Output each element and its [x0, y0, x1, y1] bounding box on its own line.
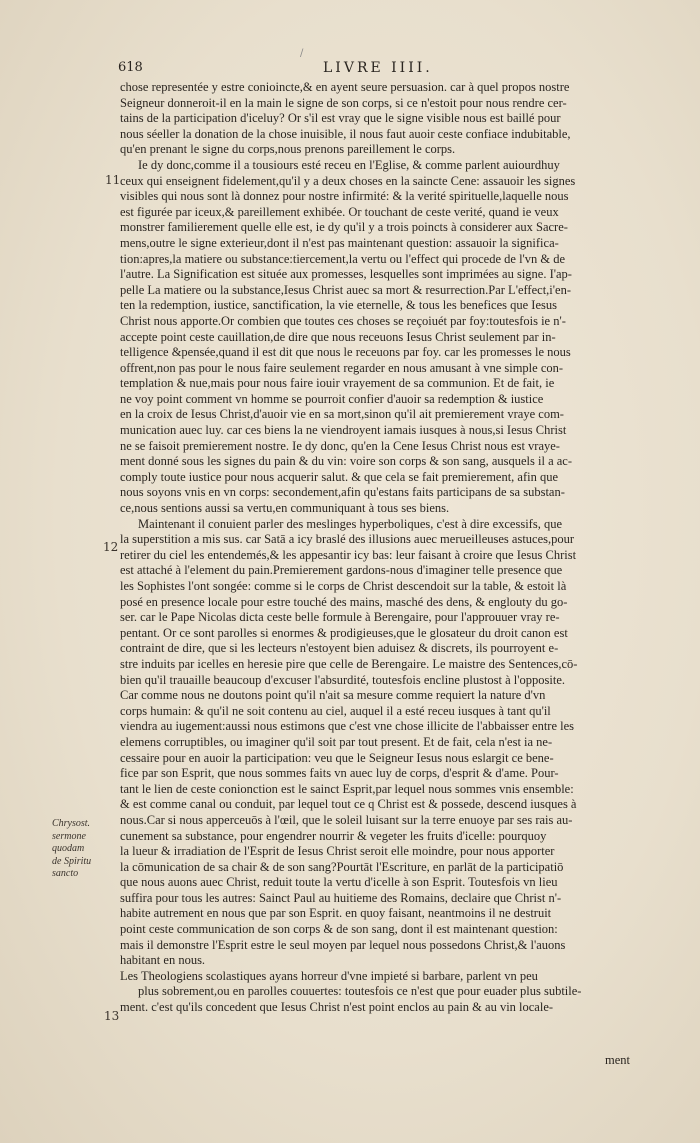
margin-note-line: quodam: [52, 843, 85, 854]
running-title: LIVRE IIII.: [323, 60, 433, 76]
text-line: ceux qui enseignent fidelement,qu'il y a deux choses en la saincte Cene: assauoir les signes: [120, 173, 576, 188]
text-line: est attaché à l'element du pain.Premierement gardons-nous d'imaginer telle presence que: [120, 563, 563, 578]
text-line: ment donné sous les signes du pain & du vin: voire son corps & son sang, ausquels il a ac-: [120, 454, 573, 469]
text-line: mais il demonstre l'Esprit estre le seul moyen par lequel nous possedons Christ,& l'auons: [120, 937, 566, 952]
page-number: 618: [118, 60, 143, 75]
text-line: ce,nous sentions aussi sa vertu,en communiquant à tous ses biens.: [120, 501, 450, 516]
text-line: tant le lien de ceste conionction est le sainct Esprit,par lequel nous sommes vnis ensemble:: [120, 781, 574, 796]
text-line: Maintenant il conuient parler des meslinges hyperboliques, c'est à dire excessifs, que: [138, 516, 562, 531]
text-line: les Sophistes l'ont songée: comme si le corps de Christ descendoit sur la table, & estoit là: [120, 579, 567, 593]
paragraph-number: 11: [105, 173, 121, 187]
text-line: ne se faisoit premierement nostre. Ie dy donc, qu'en la Cene Iesus Christ nous est vraye-: [120, 438, 560, 453]
text-line: la cōmunication de sa chair & de son sang?Pourtāt l'Escriture, en parlāt de la participatiō: [120, 859, 564, 874]
text-line: plus sobrement,ou en parolles couuertes: toutesfois ce n'est que pour euader plus subtile-: [138, 984, 582, 999]
text-line: cessaire pour en auoir la participation: veu que le Seigneur Iesus nous eslargit ce bene-: [120, 750, 554, 765]
text-line: habitant en nous.: [120, 953, 206, 968]
text-line: suffira pour tous les autres: Sainct Paul au huitieme des Romains, declaire que Christ n'-: [120, 890, 562, 905]
text-line: habite autrement en nous que par son Esprit. en quoy faisant, neantmoins il ne destruit: [120, 906, 552, 921]
pencil-mark: /: [300, 48, 304, 59]
text-line: visibles qui nous sont là donnez pour nostre infirmité: & la verité spirituelle,laquelle nous: [120, 189, 569, 204]
text-line: tains de la participation d'iceluy? Or s'il est vray que le signe visible nous est baillé pour: [120, 111, 561, 126]
margin-note-line: de Spiritu: [52, 855, 92, 867]
text-line: nous soyons vnis en vn corps: secondement,afin qu'estans faits participans de sa substan-: [120, 485, 565, 500]
text-line: mens,outre le signe exterieur,dont il n'est pas maintenant question: assauoir la significa-: [120, 235, 559, 250]
text-line: Seigneur donneroit-il en la main le signe de son corps, si ce n'estoit pour nous rendre cer-: [120, 95, 567, 110]
text-line: contraint de dire, que si les lecteurs n'estoyent bien aduisez & discrets, ils pourroyent e-: [120, 641, 559, 656]
text-line: la lueur & irradiation de l'Esprit de Iesus Christ seroit elle moindre, pour nous apporter: [120, 844, 555, 859]
page-header: [118, 60, 638, 82]
text-line: ne voy point comment vn homme se pourroit confier d'auoir sa redemption & iustice: [120, 391, 544, 406]
margin-note: [52, 818, 114, 881]
text-line: point ceste communication de son corps & de son sang, dont il est maintenant question:: [120, 922, 558, 937]
text-line: bien qu'il trauaille beaucoup d'excuser l'absurdité, toutesfois encline plustost à l'opposite.: [120, 672, 566, 687]
text-line: Christ nous apporte.Or combien que toutes ces choses se reçoiuét par foy:toutesfois ie n'-: [120, 313, 566, 328]
text-line: & est comme canal ou conduit, par lequel tout ce q Christ est & possede, descend iusques à: [120, 797, 577, 812]
text-line: Les Theologiens scolastiques ayans horreur d'vne impieté si barbare, parlent vn peu: [120, 968, 538, 983]
text-line: stre induits par icelles en heresie pire que celle de Berengaire. Le maistre des Sentences,cō-: [120, 656, 578, 671]
text-line: en la croix de Iesus Christ,d'auoir vie en sa mort,sinon qu'il ait premierement vraye com-: [120, 407, 564, 422]
catchword: ment: [605, 1053, 630, 1067]
text-line: posé en presence locale pour estre touché des mains, masché des dens, & englouty du go-: [120, 594, 568, 609]
text-line: nous séeller la donation de la chose inuisible, il nous faut auoir ceste confiace indubitable,: [120, 126, 571, 141]
text-line: munication auec luy. car ces biens la ne viendroyent iamais iusques à nous,si Iesus Christ: [120, 423, 567, 438]
text-line: comply toute iustice pour nous acquerir salut. & que cela se fait premierement, afin que: [120, 469, 559, 484]
text-line: retirer du ciel les entendemés,& les appesantir icy bas: leur faisant à croire que Iesus Christ: [120, 547, 577, 562]
text-line: corps humain: & qu'il ne soit contenu au ciel, auquel il a esté receu iusques à tant qu'il: [120, 703, 551, 718]
margin-note-line: sancto: [52, 868, 79, 879]
text-line: cunement sa substance, pour engendrer nourrir & vegeter les fruits d'icelle: pourquoy: [120, 828, 547, 843]
text-line: Ie dy donc,comme il a tousiours esté receu en l'Eglise, & comme parlent auiourdhuy: [138, 157, 560, 172]
text-line: pelle La matiere ou la substance,Iesus Christ auec sa mort & resurrection.Par L'effect,i'en-: [120, 282, 571, 297]
text-line: accepte point ceste cauillation,de dire que nous receuons Iesus Christ seulement par in-: [120, 329, 556, 344]
text-line: la superstition a mis sus. car Satā a icy braslé des illusions auec merueilleuses astuces,pour: [120, 532, 575, 547]
paragraph-number: 13: [104, 1009, 120, 1023]
text-line: qu'en prenant le signe du corps,nous prenons pareillement le corps.: [120, 142, 456, 157]
text-line: l'autre. La Signification est située aux promesses, lesquelles sont imprimées au signe. I'ap-: [120, 267, 572, 282]
text-line: que nous auons auec Christ, reduit toute la vertu d'icelle à son Esprit. Toutesfois vn lieu: [120, 875, 558, 890]
text-line: Car comme nous ne doutons point qu'il n'ait sa mesure comme requiert la nature d'vn: [120, 688, 546, 703]
paragraph-number: 12: [103, 540, 119, 554]
text-line: templation & nue,mais pour nous faire iouir vrayement de sa communion. Et de fait, ie: [120, 376, 555, 391]
text-line: ser. car le Pape Nicolas dicta ceste belle formule à Berengaire, pour l'approuuer vray re-: [120, 610, 560, 625]
text-line: telligence &pensée,quand il est dit que nous le receuons par foy. car les promesses le nous: [120, 345, 571, 360]
text-line: fice par son Esprit, que nous sommes faits vn auec luy de corps, d'esprit & d'ame. Pour-: [120, 766, 559, 781]
text-line: ten la redemption, iustice, sanctification, la vie eternelle, & tous les benefices que Iesus: [120, 298, 557, 313]
text-line: elemens corruptibles, ou imaginer qu'il soit par tout present. Et de fait, cela n'est ia ne-: [120, 734, 553, 749]
text-line: pentant. Or ce sont parolles si enormes & prodigieuses,que le glosateur du droit canon est: [120, 625, 568, 640]
text-line: monstrer familierement quelle elle est, ie dy qu'il y a trois poincts à considerer aux Sacre-: [120, 220, 568, 235]
text-body: [120, 80, 630, 1016]
text-line: est figurée par iceux,& pareillement exhibée. Or touchant de ceste verité, quand ie veux: [120, 204, 559, 219]
text-line: chose representée y estre conioincte,& en ayent seure persuasion. car à quel propos nostre: [120, 80, 570, 94]
text-line: offrent,non pas pour le nous faire seulement regarder en nous amusant à vne simple con-: [120, 360, 564, 375]
margin-note-line: sermone: [52, 830, 86, 842]
text-line: ment. c'est qu'ils concedent que Iesus Christ n'est point enclos au pain & au vin locale-: [120, 1000, 554, 1015]
text-line: nous.Car si nous apperceuōs à l'œil, que le soleil luisant sur la terre enuoye par ses rais au-: [120, 812, 573, 827]
margin-note-line: Chrysost.: [52, 818, 91, 829]
text-line: tion:apres,la matiere ou substance:tiercement,la vertu ou l'effect qui procede de l'vn & de: [120, 251, 566, 266]
text-line: viendra au iugement:aussi nous estimons que c'est vne chose illicite de l'abbaisser entre les: [120, 719, 575, 734]
